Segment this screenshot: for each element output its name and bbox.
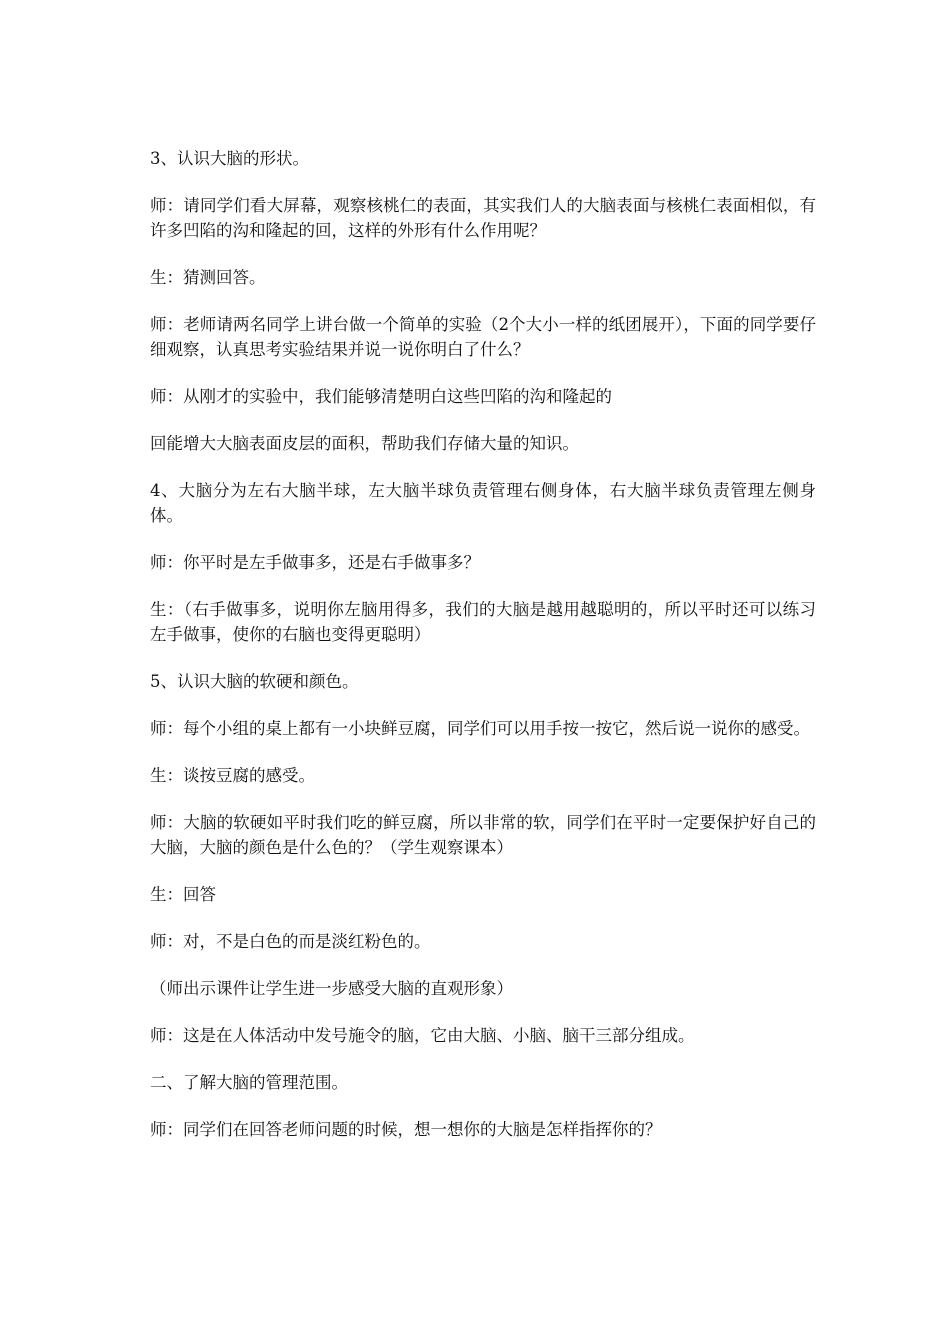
- paragraph: 回能增大大脑表面皮层的面积，帮助我们存储大量的知识。: [150, 434, 579, 453]
- paragraph: 生：猜测回答。: [150, 268, 266, 287]
- paragraph: 师：对，不是白色的而是淡红粉色的。: [150, 932, 431, 951]
- paragraph: 师：这是在人体活动中发号施令的脑，它由大脑、小脑、脑干三部分组成。: [150, 1026, 695, 1045]
- section-heading-5: 5、认识大脑的软硬和颜色。: [150, 672, 359, 691]
- paragraph: 生：谈按豆腐的感受。: [150, 766, 315, 785]
- paragraph: 师：老师请两名同学上讲台做一个简单的实验（2个大小一样的纸团展开），下面的同学要仔细观察，认真思考实验结果并说一说你明白了什么？: [150, 315, 816, 359]
- paragraph: 生：（右手做事多，说明你左脑用得多，我们的大脑是越用越聪明的，所以平时还可以练习左手做事，使你的右脑也变得更聪明）: [150, 600, 816, 644]
- section-heading-4: 4、大脑分为左右大脑半球，左大脑半球负责管理右侧身体，右大脑半球负责管理左侧身体。: [150, 481, 816, 525]
- paragraph: 生：回答: [150, 885, 216, 904]
- paragraph: 师：请同学们看大屏幕，观察核桃仁的表面，其实我们人的大脑表面与核桃仁表面相似，有许多凹陷的沟和隆起的回，这样的外形有什么作用呢？: [150, 196, 816, 240]
- section-heading-3: 3、认识大脑的形状。: [150, 149, 309, 168]
- paragraph: 师：同学们在回答老师问题的时候，想一想你的大脑是怎样指挥你的？: [150, 1120, 662, 1139]
- paragraph: 师：从刚才的实验中，我们能够清楚明白这些凹陷的沟和隆起的: [150, 387, 612, 406]
- document-body: [150, 146, 816, 1164]
- paragraph: 师：大脑的软硬如平时我们吃的鲜豆腐，所以非常的软，同学们在平时一定要保护好自己的大脑，大脑的颜色是什么色的？（学生观察课本）: [150, 813, 816, 857]
- paragraph: （师出示课件让学生进一步感受大脑的直观形象）: [150, 979, 513, 998]
- section-heading-2: 二、了解大脑的管理范围。: [150, 1073, 348, 1092]
- paragraph: 师：每个小组的桌上都有一小块鲜豆腐，同学们可以用手按一按它，然后说一说你的感受。: [150, 719, 810, 738]
- paragraph: 师：你平时是左手做事多，还是右手做事多？: [150, 553, 480, 572]
